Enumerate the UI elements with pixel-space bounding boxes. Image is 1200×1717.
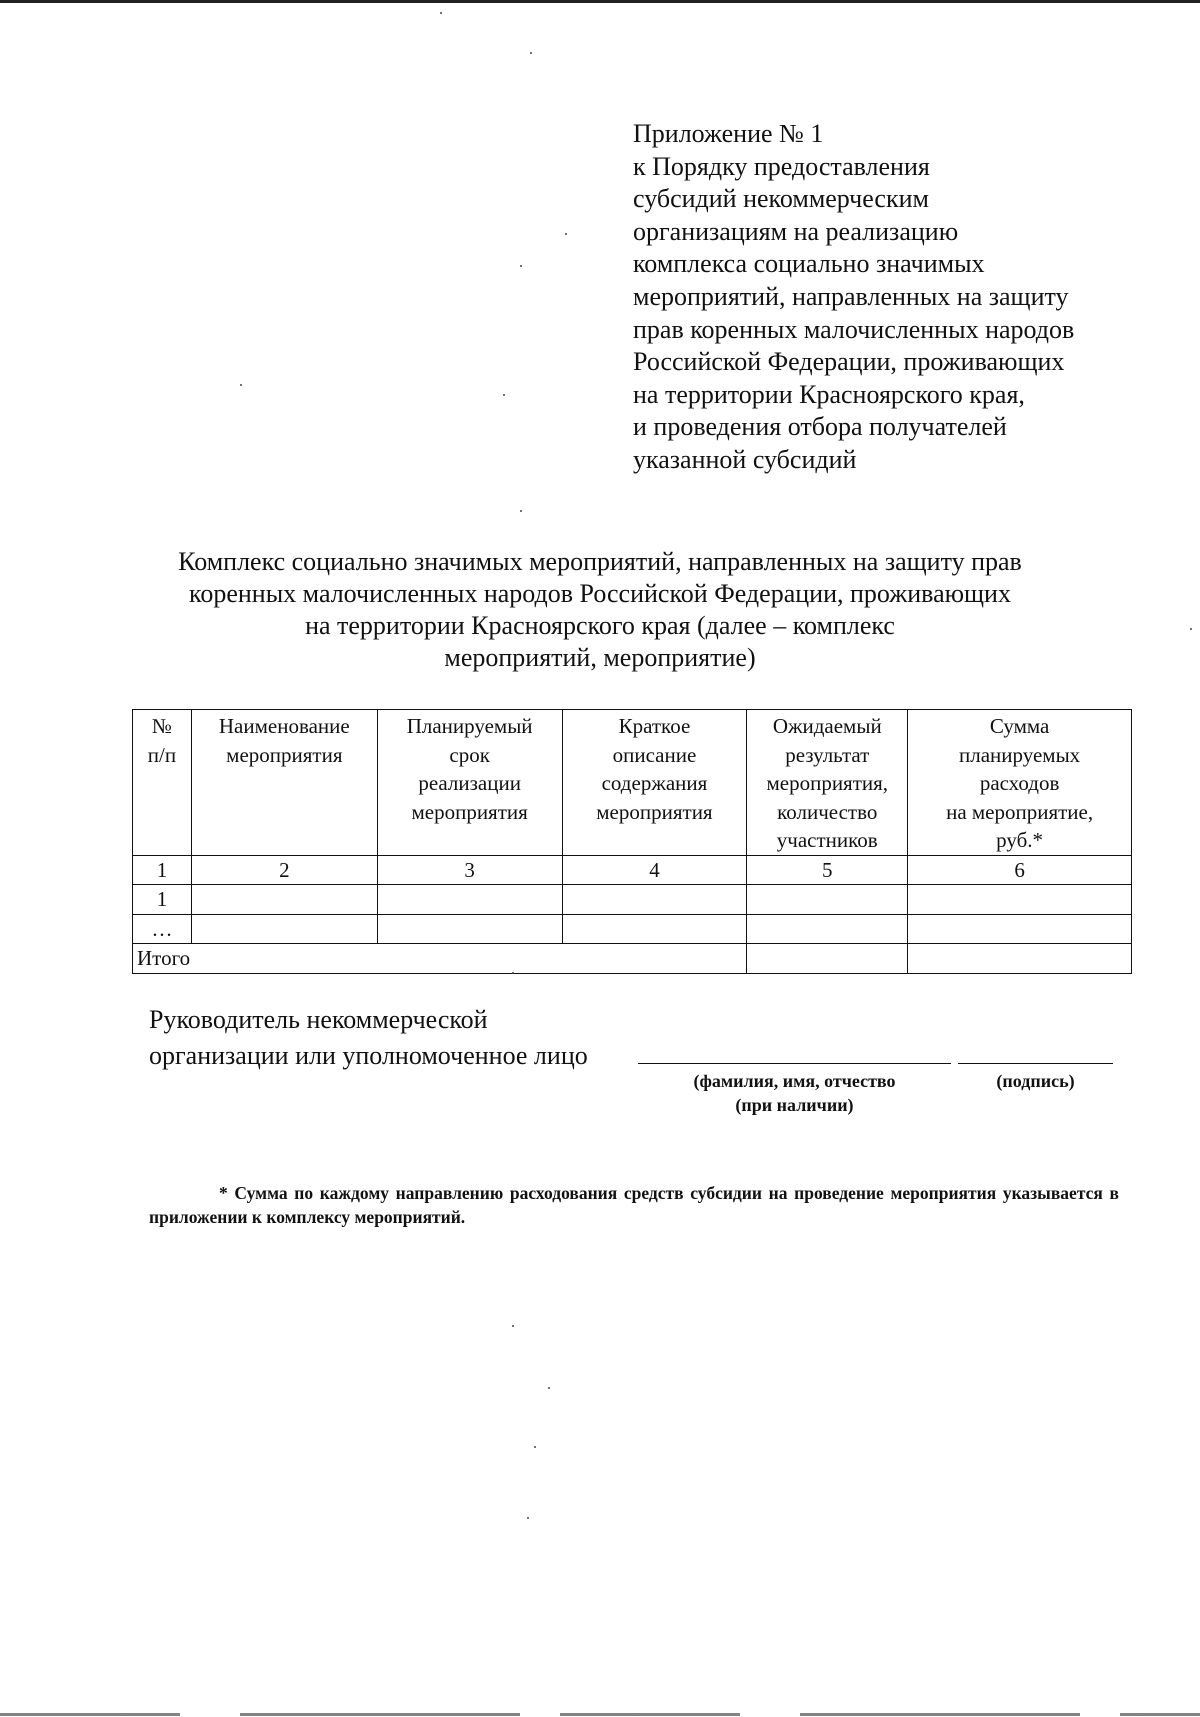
header-text: участников [776,828,878,852]
scan-speck [548,1387,550,1389]
scan-speck [527,1517,529,1519]
appendix-line: мероприятий, направленных на защиту [633,281,1069,311]
name-caption-line: (фамилия, имя, отчество [693,1071,896,1091]
header-text: мероприятия [226,742,343,767]
table-cell [377,885,562,915]
footnote-text: * Сумма по каждому направлению расходования средств субсидии на проведение мероприятия указывается в приложении к комплексу мероприятий. [149,1183,1119,1227]
scan-speck [534,1446,536,1448]
table-cell [562,914,747,944]
signer-block [149,1002,588,1074]
header-text: на мероприятие, [946,799,1094,824]
column-number: 6 [908,855,1132,885]
appendix-block [633,118,1133,477]
header-number [133,710,192,856]
total-label: Итого [133,944,747,974]
appendix-line: к Порядку предоставления [633,151,930,181]
header-text: планируемых [959,742,1081,767]
scan-speck [520,510,522,512]
document-title [100,546,1100,674]
table-cell [562,885,747,915]
page-bottom-edge [0,1713,1200,1716]
name-caption [638,1069,951,1117]
column-number: 5 [747,855,908,885]
scan-speck [503,394,505,396]
column-number-row [133,855,1132,885]
scan-speck [1190,628,1192,630]
table-cell [747,944,908,974]
title-line: мероприятий, мероприятие) [444,643,756,672]
scan-speck [520,265,522,267]
appendix-line: и проведения отбора получателей [633,412,1007,442]
scan-speck [512,1325,514,1327]
table-cell: … [133,914,192,944]
header-text: Ожидаемый [772,714,882,738]
header-text: руб.* [996,828,1044,852]
appendix-line: организациям на реализацию [633,216,959,246]
total-row [133,944,1132,974]
header-text: количество [777,799,878,824]
header-text: Краткое [618,714,691,738]
name-caption-line: (при наличии) [735,1095,854,1115]
header-text: срок [449,742,490,767]
column-number: 4 [562,855,747,885]
table-cell [747,885,908,915]
header-text: содержания [601,771,708,795]
title-line: Комплекс социально значимых мероприятий, направленных на защиту прав [178,547,1022,576]
header-text: описание [612,742,697,767]
scan-speck [240,384,242,386]
header-name [191,710,377,856]
table-cell [747,914,908,944]
scan-speck [440,12,442,14]
table-row [133,885,1132,915]
column-number: 3 [377,855,562,885]
header-text: расходов [979,771,1060,795]
sign-caption: (подпись) [996,1071,1075,1091]
scan-speck [530,52,532,54]
table-row [133,914,1132,944]
events-table [132,709,1132,974]
header-text: Наименование [218,714,350,738]
appendix-line: субсидий некоммерческим [633,184,929,214]
header-text: мероприятия [411,799,528,824]
header-planned-term [377,710,562,856]
header-text: мероприятия [596,799,713,824]
sign-signature-line [958,1063,1113,1064]
title-line: на территории Красноярского края (далее – комплекс [305,611,895,640]
appendix-line: Российской Федерации, проживающих [633,347,1065,377]
header-text: реализации [418,771,521,795]
scan-speck [512,972,514,974]
table-cell [908,885,1132,915]
table-header-row [133,710,1132,856]
header-description [562,710,747,856]
header-text: Сумма [989,714,1050,738]
signer-line: Руководитель некоммерческой [149,1005,488,1034]
header-text: № [151,714,172,738]
header-expected-result [747,710,908,856]
column-number: 1 [133,855,192,885]
page-top-edge [0,0,1200,3]
header-text: п/п [147,742,177,767]
title-line: коренных малочисленных народов Российской Федерации, проживающих [189,579,1011,608]
header-text: мероприятия, [766,771,889,795]
table-cell: 1 [133,885,192,915]
name-signature-line [638,1063,951,1064]
table-cell [191,885,377,915]
header-text: Планируемый [406,714,533,738]
column-number: 2 [191,855,377,885]
table-cell [908,914,1132,944]
appendix-line: прав коренных малочисленных народов [633,314,1075,344]
header-planned-expenses [908,710,1132,856]
appendix-line: комплекса социально значимых [633,249,985,279]
footnote [149,1181,1119,1229]
scan-speck [565,233,567,235]
signer-line: организации или уполномоченное лицо [149,1041,588,1070]
appendix-line: на территории Красноярского края, [633,379,1025,409]
appendix-line: Приложение № 1 [633,119,824,148]
appendix-line: указанной субсидий [633,444,857,474]
table-cell [908,944,1132,974]
table-cell [191,914,377,944]
header-text: результат [785,742,870,767]
table-cell [377,914,562,944]
